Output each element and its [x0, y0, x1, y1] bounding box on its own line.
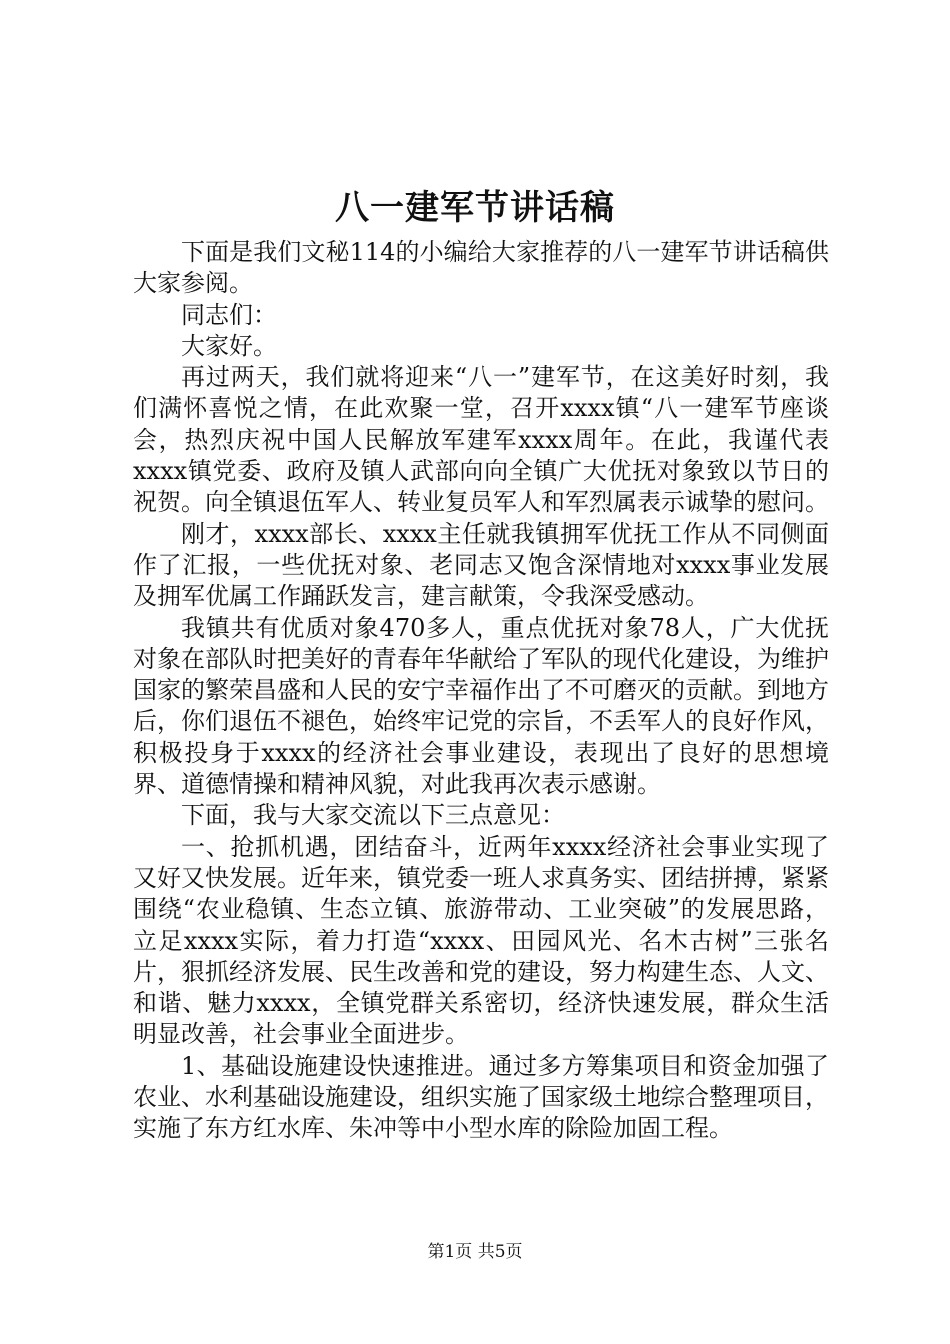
document-body [133, 237, 829, 1145]
paragraph-opening: 再过两天，我们就将迎来“八一”建军节，在这美好时刻，我们满怀喜悦之情，在此欢聚一堂，召开xxxx镇“八一建军节座谈会，热烈庆祝中国人民解放军建军xxxx周年。在此，我谨代表xxxx镇党委、政府及镇人武部向向全镇广大优抚对象致以节日的祝贺。向全镇退伍军人、转业复员军人和军烈属表示诚挚的慰问。 [133, 363, 829, 517]
paragraph-veterans: 我镇共有优质对象470多人，重点优抚对象78人，广大优抚对象在部队时把美好的青春年华献给了军队的现代化建设，为维护国家的繁荣昌盛和人民的安宁幸福作出了不可磨灭的贡献。到地方后，你们退伍不褪色，始终牢记党的宗旨，不丢军人的良好作风，积极投身于xxxx的经济社会事业建设，表现出了良好的思想境界、道德情操和精神风貌，对此我再次表示感谢。 [133, 613, 829, 799]
paragraph-point-one: 一、抢抓机遇，团结奋斗，近两年xxxx经济社会事业实现了又好又快发展。近年来，镇党委一班人求真务实、团结拼搏，紧紧围绕“农业稳镇、生态立镇、旅游带动、工业突破”的发展思路，立足xxxx实际，着力打造“xxxx、田园风光、名木古树”三张名片，狠抓经济发展、民生改善和党的建设，努力构建生态、人文、和谐、魅力xxxx，全镇党群关系密切，经济快速发展，群众生活明显改善，社会事业全面进步。 [133, 832, 829, 1049]
document-title: 八一建军节讲话稿 [335, 188, 615, 228]
paragraph-reports: 刚才，xxxx部长、xxxx主任就我镇拥军优抚工作从不同侧面作了汇报，一些优抚对象、老同志又饱含深情地对xxxx事业发展及拥军优属工作踊跃发言，建言献策，令我深受感动。 [133, 519, 829, 611]
page-footer: 第1页 共5页 [427, 1242, 523, 1262]
paragraph-intro: 下面是我们文秘114的小编给大家推荐的八一建军节讲话稿供大家参阅。 [133, 238, 829, 298]
paragraph-greeting: 大家好。 [181, 331, 277, 360]
paragraph-salutation: 同志们： [181, 300, 277, 329]
paragraph-transition: 下面，我与大家交流以下三点意见： [181, 801, 565, 830]
paragraph-infrastructure: 1、基础设施建设快速推进。通过多方筹集项目和资金加强了农业、水利基础设施建设，组织实施了国家级土地综合整理项目，实施了东方红水库、朱冲等中小型水库的除险加固工程。 [133, 1051, 829, 1143]
